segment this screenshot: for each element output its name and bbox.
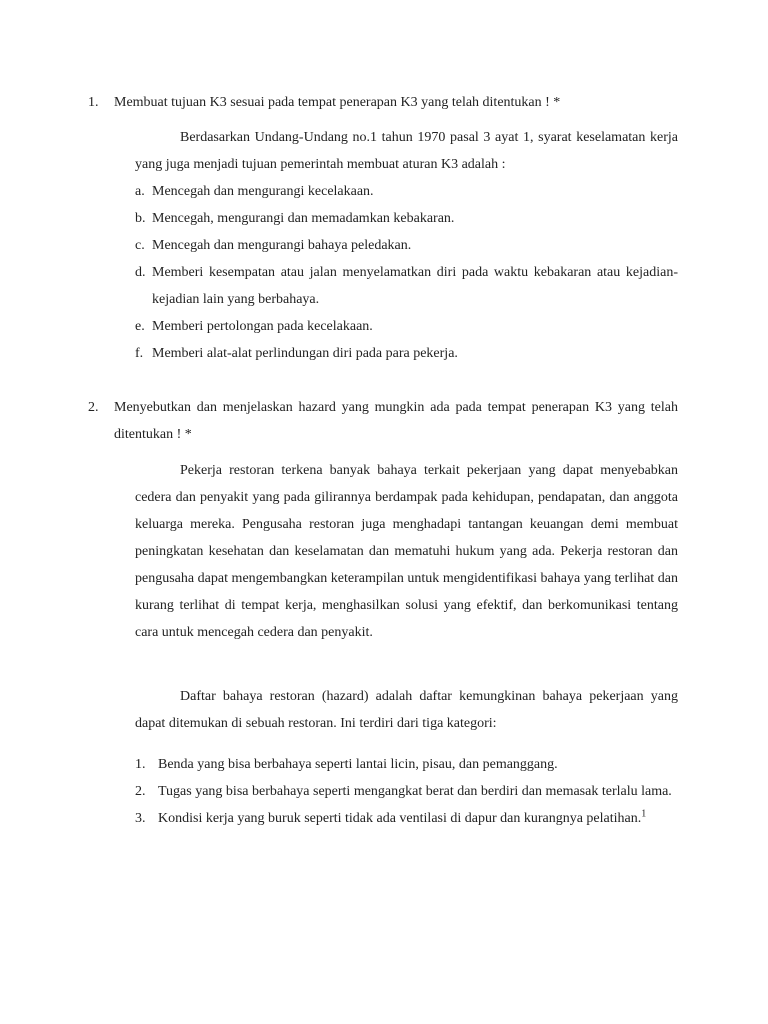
hazard-categories-list [135, 751, 678, 832]
list-item [135, 340, 678, 367]
list-item [135, 751, 678, 778]
footnote-reference[interactable]: 1 [641, 808, 647, 820]
list-item [135, 232, 678, 259]
list-item-text: Memberi pertolongan pada kecelakaan. [152, 319, 373, 334]
list-item-marker: 1. [135, 757, 146, 772]
question-2-paragraph-1: Pekerja restoran terkena banyak bahaya terkait pekerjaan yang dapat menyebabkan cedera dan penyakit yang pada gilirannya berdampak pada kehidupan, pendapatan, dan anggota keluarga mereka. Pengusaha restoran juga menghadapi tantangan keuangan demi membuat peningkatan kesehatan dan keselamatan dan mematuhi hukum yang ada. Pekerja restoran dan pengusaha dapat mengembangkan keterampilan untuk mengidentifikasi bahaya yang terlihat dan kurang terlihat di tempat kerja, menghasilkan solusi yang efektif, dan berkomunikasi tentang cara untuk mencegah cedera dan penyakit. [135, 463, 678, 640]
list-item-marker: c. [135, 238, 145, 253]
list-item [135, 778, 678, 805]
list-item-marker: f. [135, 346, 144, 361]
question-1 [88, 89, 678, 116]
list-item-marker: 3. [135, 811, 146, 826]
question-1-number: 1. [88, 95, 99, 110]
list-item-text: Mencegah dan mengurangi bahaya peledakan. [152, 238, 412, 253]
list-item-text: Benda yang bisa berbahaya seperti lantai licin, pisau, dan pemanggang. [158, 757, 558, 772]
question-2-number: 2. [88, 400, 99, 415]
list-item-text: Mencegah, mengurangi dan memadamkan kebakaran. [152, 211, 455, 226]
question-2-text: Menyebutkan dan menjelaskan hazard yang mungkin ada pada tempat penerapan K3 yang telah ditentukan ! * [114, 400, 678, 442]
list-item [135, 805, 678, 832]
question-1-answer-paragraph: Berdasarkan Undang-Undang no.1 tahun 1970 pasal 3 ayat 1, syarat keselamatan kerja yang juga menjadi tujuan pemerintah membuat aturan K3 adalah : [135, 130, 678, 172]
list-item-text: Kondisi kerja yang buruk seperti tidak ada ventilasi di dapur dan kurangnya pelatihan. [158, 811, 642, 826]
list-item [135, 259, 678, 313]
list-item-marker: 2. [135, 784, 146, 799]
list-item-marker: e. [135, 319, 145, 334]
list-item-marker: d. [135, 265, 146, 280]
question-2 [88, 394, 678, 448]
list-item-text: Mencegah dan mengurangi kecelakaan. [152, 184, 374, 199]
list-item [135, 313, 678, 340]
list-item-text: Memberi alat-alat perlindungan diri pada para pekerja. [152, 346, 458, 361]
list-item-text: Tugas yang bisa berbahaya seperti mengangkat berat dan berdiri dan memasak terlalu lama. [158, 784, 672, 799]
list-item [135, 178, 678, 205]
list-item-marker: a. [135, 184, 145, 199]
k3-goals-list [135, 178, 678, 367]
list-item-marker: b. [135, 211, 146, 226]
list-item-text: Memberi kesempatan atau jalan menyelamatkan diri pada waktu kebakaran atau kejadian-kejadian lain yang berbahaya. [152, 265, 678, 307]
question-2-paragraph-2: Daftar bahaya restoran (hazard) adalah daftar kemungkinan bahaya pekerjaan yang dapat ditemukan di sebuah restoran. Ini terdiri dari tiga kategori: [135, 689, 678, 731]
question-1-text: Membuat tujuan K3 sesuai pada tempat penerapan K3 yang telah ditentukan ! * [114, 95, 561, 110]
list-item [135, 205, 678, 232]
